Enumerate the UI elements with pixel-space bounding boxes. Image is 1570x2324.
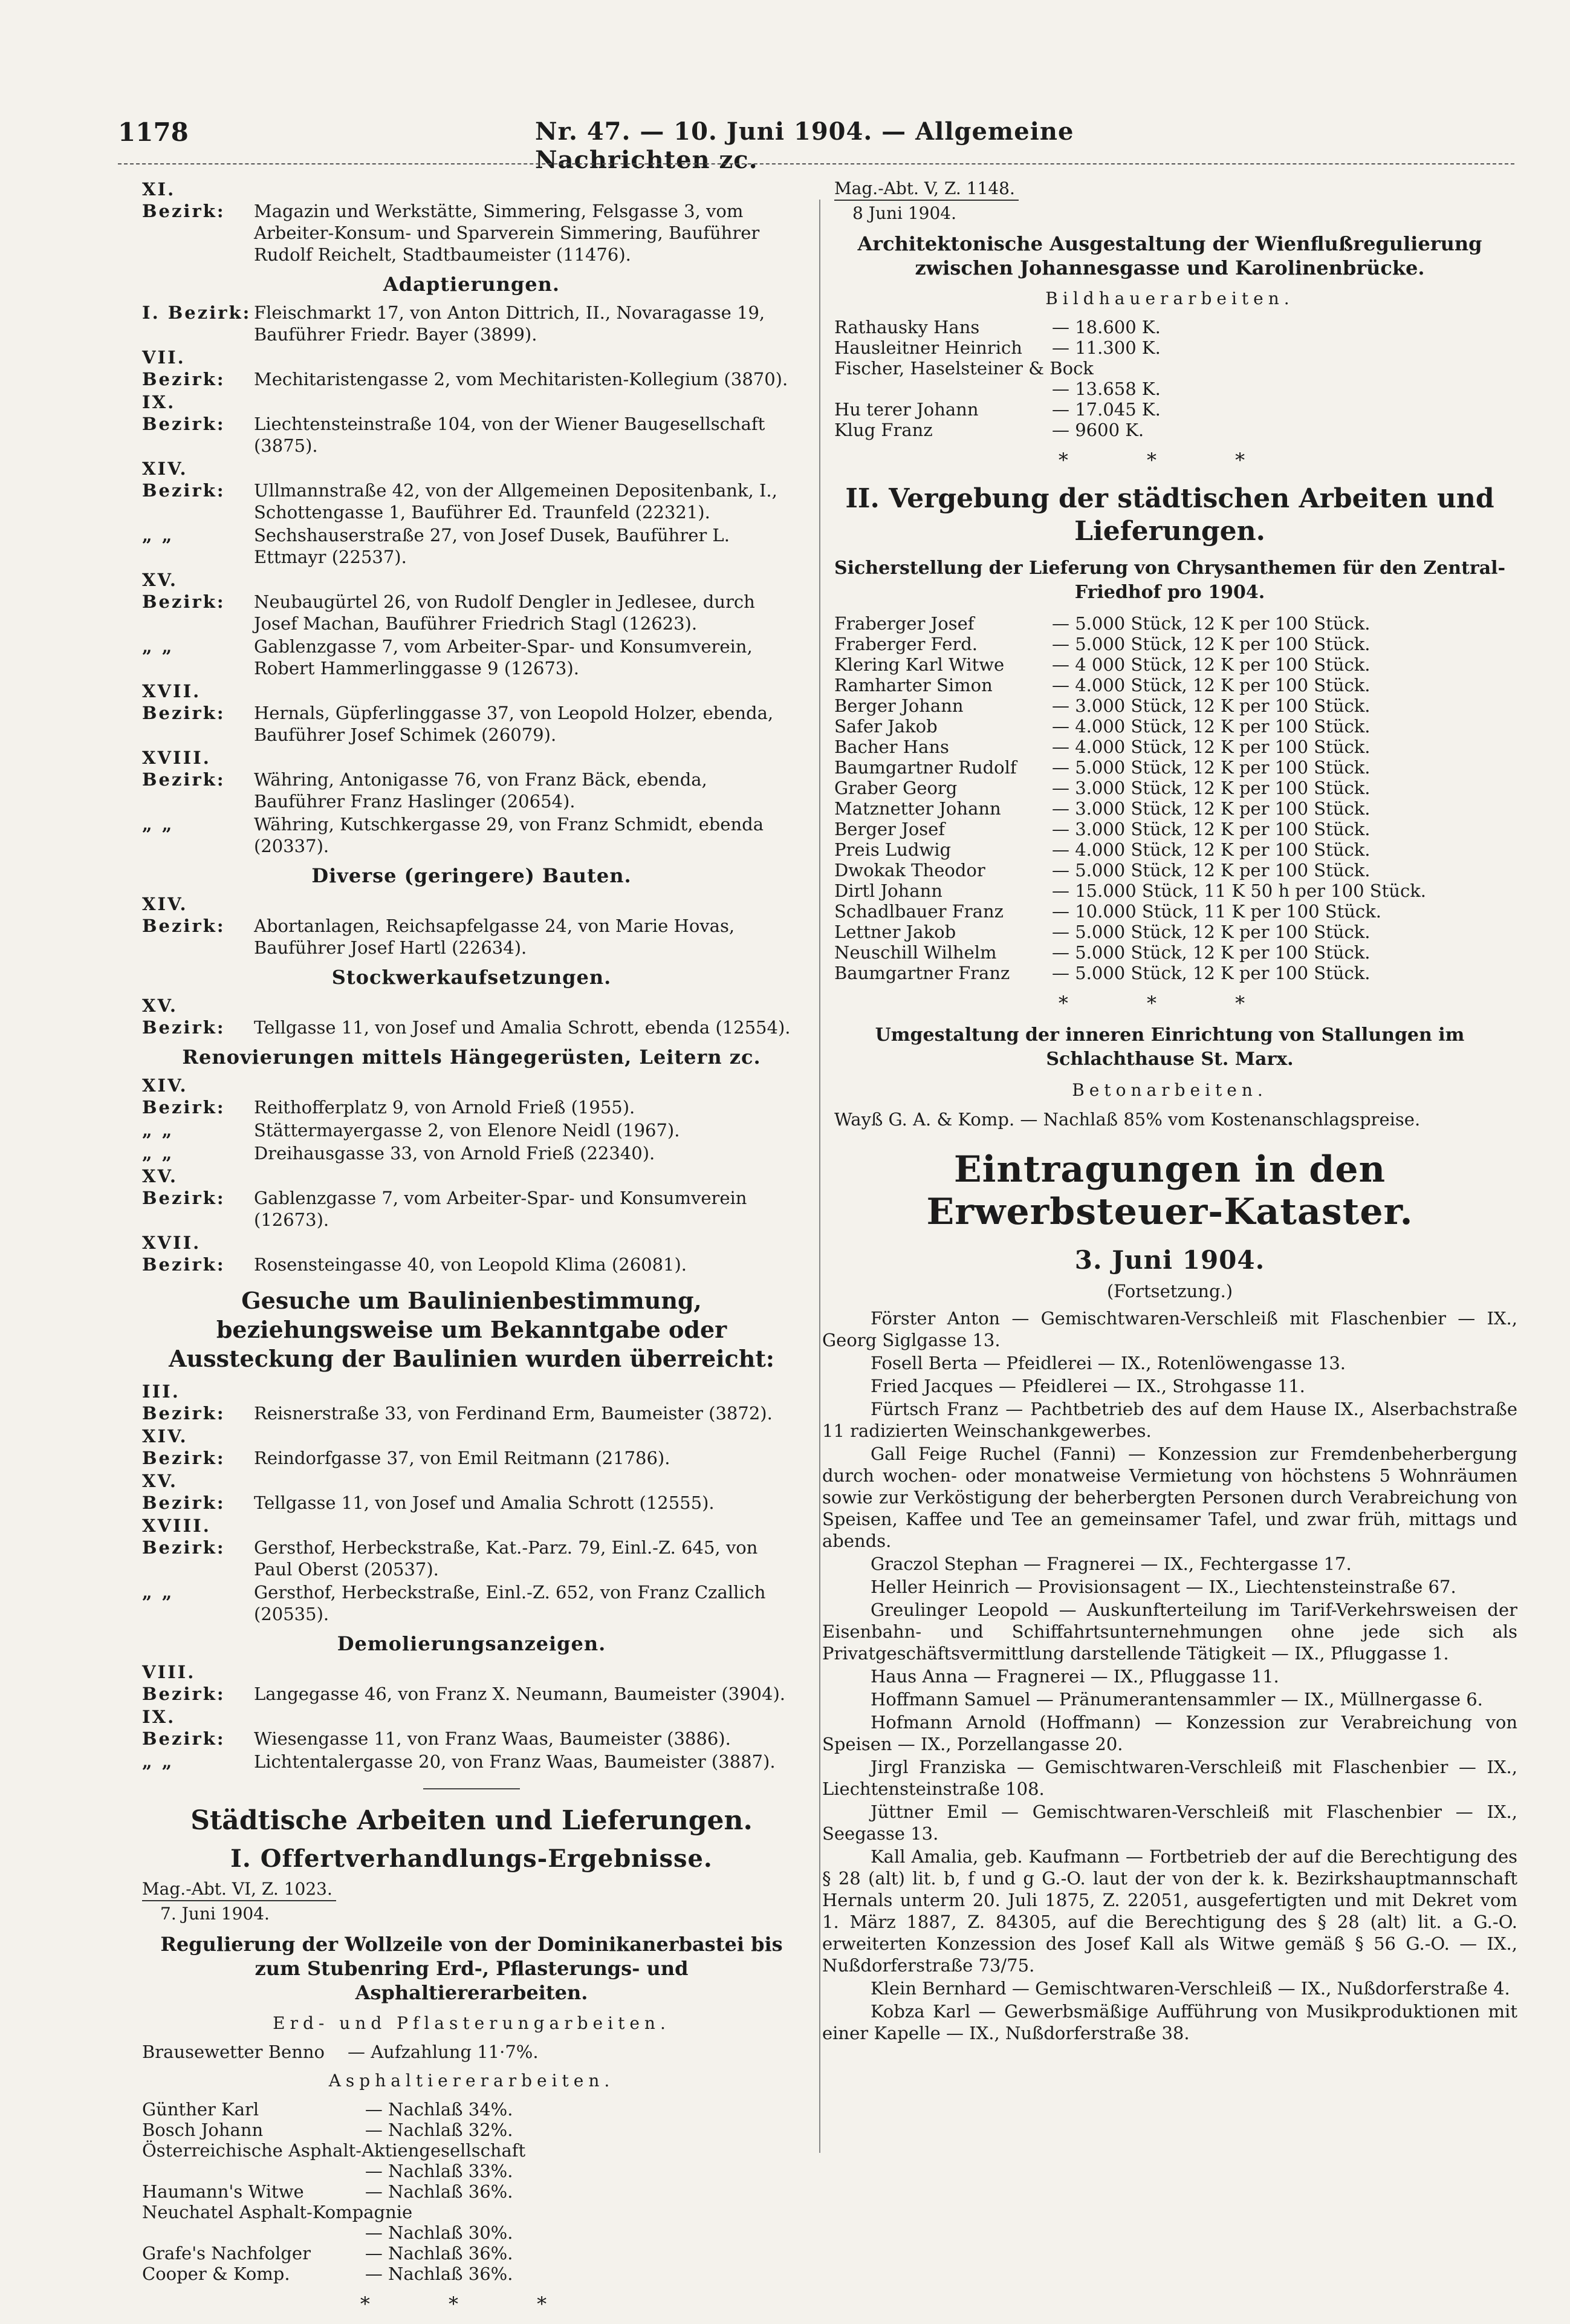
row-name: Neuchatel Asphalt-Kompagnie [142, 2202, 413, 2222]
entries-stockwerk [142, 995, 801, 1038]
bezirk-label: XV. Bezirk: [142, 1471, 225, 1513]
heading-chrysanthemen: Sicherstellung der Lieferung von Chrysanthemen für den Zentral-Friedhof pro 1904. [834, 558, 1506, 603]
register-entry: Kobza Karl — Gewerbsmäßige Aufführung von Musikproduktionen mit einer Kapelle — IX., Nußdorferstraße 38. [822, 2001, 1517, 2043]
row-name: Klering Karl Witwe [834, 654, 1005, 675]
page-header [118, 115, 1140, 174]
table-asphalt [142, 2099, 525, 2284]
mag-reference-right: Mag.-Abt. V, Z. 1148. [834, 178, 1019, 201]
bezirk-entry [142, 636, 801, 679]
bezirk-entry [142, 1470, 801, 1514]
row-value: — Nachlaß 36%. [365, 2181, 513, 2202]
row-value: — 13.658 K. [1052, 379, 1161, 399]
header-rule [118, 163, 1514, 164]
heading-demolierung: Demolierungsanzeigen. [337, 1632, 606, 1655]
bezirk-entry [142, 893, 801, 959]
row-value: — Nachlaß 33%. [365, 2161, 513, 2181]
register-entry: Hoffmann Samuel — Pränumerantensammler — IX., Müllnergasse 6. [871, 1689, 1483, 1710]
bezirk-entry [142, 524, 801, 568]
bezirk-label: XIV. Bezirk: [142, 1426, 225, 1468]
bezirk-entry [142, 1661, 801, 1705]
bezirk-label: XIV. Bezirk: [142, 458, 225, 501]
row-name: Rathausky Hans [834, 317, 980, 337]
eintragungen-list [822, 1307, 1517, 2044]
bezirk-text: Reisnerstraße 33, von Ferdinand Erm, Baumeister (3872). [254, 1403, 773, 1424]
row-value: — 18.600 K. [1052, 317, 1161, 337]
bezirk-entry [142, 1751, 801, 1772]
entries-diverse [142, 893, 801, 959]
row-value: — Nachlaß 32%. [365, 2120, 513, 2140]
table-row [142, 2161, 525, 2181]
bezirk-entry [142, 347, 801, 390]
stars-separator: * * * [360, 2293, 583, 2316]
stars-separator-1: * * * [1058, 449, 1282, 472]
register-entry: Fosell Berta — Pfeidlerei — IX., Rotenlöwengasse 13. [871, 1353, 1346, 1373]
register-entry: Haus Anna — Fragnerei — IX., Pfluggasse 11. [871, 1666, 1279, 1687]
register-entry: Graczol Stephan — Fragnerei — IX., Fechtergasse 17. [871, 1554, 1352, 1574]
row-name: Neuschill Wilhelm [834, 942, 997, 963]
table-row [834, 654, 1426, 675]
bezirk-text: Liechtensteinstraße 104, von der Wiener Baugesellschaft (3875). [254, 414, 765, 456]
row-value: — 4.000 Stück, 12 K per 100 Stück. [1052, 737, 1371, 757]
table-row [834, 379, 1161, 399]
bezirk-entry [142, 1075, 801, 1118]
table-chrysanthemen [834, 613, 1426, 983]
row-name: Ramharter Simon [834, 675, 993, 695]
bezirk-label: „ „ [142, 1120, 174, 1141]
register-entry: Klein Bernhard — Gemischtwaren-Verschleiß — IX., Nußdorferstraße 4. [871, 1978, 1510, 1999]
table-row [834, 819, 1426, 839]
bezirk-label: I. Bezirk: [142, 302, 251, 323]
heading-regulierung: Regulierung der Wollzeile von der Dominikanerbastei bis zum Stubenring Erd-, Pflasterungs- und Asphaltiererarbeiten. [160, 1933, 783, 2004]
entries-top [142, 178, 801, 265]
bezirk-label: III. Bezirk: [142, 1381, 225, 1424]
heading-bildhauer: Bildhauerarbeiten. [1045, 288, 1294, 308]
bezirk-entry [142, 1581, 801, 1625]
row-name: Haumann's Witwe [142, 2181, 304, 2202]
bezirk-entry [142, 995, 801, 1038]
row-value: — 4.000 Stück, 12 K per 100 Stück. [1052, 675, 1371, 695]
bezirk-label: XVIII. Bezirk: [142, 1515, 225, 1558]
bezirk-text: Fleischmarkt 17, von Anton Dittrich, II., Novaragasse 19, Bauführer Friedr. Bayer (3899). [254, 302, 765, 345]
table-row [834, 613, 1426, 634]
table-row [142, 2264, 525, 2284]
entries-adaptierungen [142, 302, 801, 857]
mag-date: 7. Juni 1904. [160, 1904, 270, 1924]
section-rule [423, 1788, 520, 1789]
bezirk-entry [142, 1119, 801, 1141]
register-entry: Jirgl Franziska — Gemischtwaren-Verschleiß mit Flaschenbier — IX., Liechtensteinstraße 108. [822, 1757, 1517, 1799]
bezirk-text: Abortanlagen, Reichsapfelgasse 24, von Marie Hovas, Bauführer Josef Hartl (22634). [254, 916, 735, 958]
row-value: — 3.000 Stück, 12 K per 100 Stück. [1052, 798, 1371, 819]
bezirk-text: Langegasse 46, von Franz X. Neumann, Baumeister (3904). [254, 1684, 785, 1704]
bezirk-entry [142, 458, 801, 523]
bezirk-entry [142, 1232, 801, 1275]
row-value: — 5.000 Stück, 12 K per 100 Stück. [1052, 922, 1371, 942]
bezirk-text: Gersthof, Herbeckstraße, Einl.-Z. 652, von Franz Czallich (20535). [254, 1582, 766, 1624]
bezirk-entry [142, 1142, 801, 1164]
register-entry: Förster Anton — Gemischtwaren-Verschleiß mit Flaschenbier — IX., Georg Siglgasse 13. [822, 1308, 1517, 1350]
table-row [142, 2140, 525, 2161]
mag-date-right: 8 Juni 1904. [852, 203, 957, 223]
register-entry: Heller Heinrich — Provisionsagent — IX., Liechtensteinstraße 67. [871, 1577, 1456, 1597]
bezirk-label: „ „ [142, 1751, 174, 1772]
row-name: Schadlbauer Franz [834, 901, 1004, 922]
row-value: — Nachlaß 30%. [365, 2222, 513, 2243]
register-entry: Greulinger Leopold — Auskunfterteilung im Tarif-Verkehrsweisen der Eisenbahn- und Schiffahrtsunternehmungen ohne jede sich als Privatgeschäftsvermittlung darstellende Tätigkeit — IX., Pfluggasse 1. [822, 1600, 1517, 1664]
bezirk-entry [142, 680, 801, 746]
row-name [142, 2161, 365, 2181]
table-erd [142, 2042, 539, 2062]
row-value: — Nachlaß 36%. [365, 2243, 513, 2264]
table-row [834, 757, 1426, 778]
table-bildhauer [834, 317, 1161, 440]
table-row [142, 2222, 525, 2243]
heading-offert: I. Offertverhandlungs-Ergebnisse. [230, 1844, 713, 1873]
heading-stockwerk: Stockwerkaufsetzungen. [331, 966, 612, 989]
heading-erd: Erd- und Pflasterungarbeiten. [273, 2013, 670, 2033]
bezirk-text: Gablenzgasse 7, vom Arbeiter-Spar- und Konsumverein (12673). [254, 1188, 747, 1230]
row-name: Brausewetter Benno [142, 2042, 325, 2062]
bezirk-entry [142, 1515, 801, 1580]
row-name: Günther Karl [142, 2099, 259, 2120]
table-row [834, 963, 1426, 983]
table-row [834, 634, 1426, 654]
register-entry: Hofmann Arnold (Hoffmann) — Konzession zur Verabreichung von Speisen — IX., Porzellangasse 20. [822, 1712, 1517, 1754]
bezirk-label: XIV. Bezirk: [142, 1075, 225, 1118]
row-name: Hu terer Johann [834, 399, 979, 420]
bezirk-label: IX. Bezirk: [142, 1707, 225, 1749]
bezirk-entry [142, 747, 801, 812]
register-entry: Fried Jacques — Pfeidlerei — IX., Strohgasse 11. [871, 1376, 1305, 1396]
table-row [834, 716, 1426, 737]
table-row [142, 2202, 525, 2222]
table-row [834, 420, 1161, 440]
row-name [834, 379, 1052, 399]
table-row [834, 337, 1161, 358]
bezirk-text: Reithofferplatz 9, von Arnold Frieß (1955). [254, 1097, 635, 1118]
bezirk-text: Währing, Kutschkergasse 29, von Franz Schmidt, ebenda (20337). [254, 814, 764, 856]
table-row [834, 695, 1426, 716]
entries-demolierung [142, 1661, 801, 1772]
row-name: Graber Georg [834, 778, 958, 798]
bezirk-entry [142, 1425, 801, 1469]
table-row [142, 2243, 525, 2264]
bezirk-text: Reindorfgasse 37, von Emil Reitmann (21786). [254, 1448, 670, 1468]
entries-gesuche [142, 1381, 801, 1625]
bezirk-label: XVIII. Bezirk: [142, 747, 225, 790]
row-value: — 10.000 Stück, 11 K per 100 Stück. [1052, 901, 1381, 922]
page-title: Nr. 47. — 10. Juni 1904. — Allgemeine Nachrichten zc. [535, 117, 1074, 174]
bezirk-text: Währing, Antonigasse 76, von Franz Bäck, ebenda, Bauführer Franz Haslinger (20654). [254, 769, 707, 812]
row-name: Preis Ludwig [834, 839, 952, 860]
row-name: Safer Jakob [834, 716, 938, 737]
row-value: — Nachlaß 34%. [365, 2099, 513, 2120]
bezirk-entry [142, 178, 801, 265]
row-value: — 3.000 Stück, 12 K per 100 Stück. [1052, 778, 1371, 798]
left-column [142, 178, 801, 2324]
row-name: Matznetter Johann [834, 798, 1001, 819]
bezirk-entry [142, 302, 801, 345]
row-value: — 17.045 K. [1052, 399, 1161, 420]
column-divider [819, 200, 820, 2153]
bezirk-entry [142, 1706, 801, 1750]
table-row [834, 901, 1426, 922]
row-name: Cooper & Komp. [142, 2264, 290, 2284]
heading-asphalt: Asphaltiererarbeiten. [328, 2071, 615, 2091]
table-row [142, 2120, 525, 2140]
table-row [834, 737, 1426, 757]
table-row [142, 2042, 539, 2062]
bezirk-text: Mechitaristengasse 2, vom Mechitaristen-Kollegium (3870). [254, 369, 788, 389]
register-entry: Fürtsch Franz — Pachtbetrieb des auf dem Hause IX., Alserbachstraße 11 radizierten Weinschankgewerbes. [822, 1399, 1517, 1441]
heading-adaptierungen: Adaptierungen. [383, 273, 560, 296]
register-entry: Kall Amalia, geb. Kaufmann — Fortbetrieb der auf die Berechtigung des § 28 (alt) lit. b, f und g G.-O. laut der von der k. k. Bezirkshauptmannschaft Hernals unterm 20. Juli 1875, Z. 22051, ausgefertigten und mit Dekret vom 1. März 1887, Z. 84305, auf die Berechtigung des § 28 (alt) lit. a G.-O. erweiterten Konzession des Josef Kall als Witwe gemäß § 56 G.-O. — IX., Nußdorferstraße 73/75. [822, 1846, 1517, 1976]
table-row [834, 399, 1161, 420]
bezirk-label: „ „ [142, 1143, 174, 1164]
bezirk-label: „ „ [142, 1582, 174, 1603]
table-row [834, 358, 1161, 379]
bezirk-entry [142, 1165, 801, 1231]
bezirk-text: Gablenzgasse 7, vom Arbeiter-Spar- und Konsumverein, Robert Hammerlinggasse 9 (12673). [254, 636, 753, 679]
entries-renovierungen [142, 1075, 801, 1275]
row-name: Lettner Jakob [834, 922, 956, 942]
row-value: — 9600 K. [1052, 420, 1144, 440]
row-name: Klug Franz [834, 420, 933, 440]
row-name: Berger Johann [834, 695, 964, 716]
row-name: Grafe's Nachfolger [142, 2243, 311, 2264]
register-entry: Gall Feige Ruchel (Fanni) — Konzession zur Fremdenbeherbergung durch wochen- oder monatweise Vermietung von höchstens 5 Wohnräumen sowie zur Verköstigung der beherbergten Personen durch Verabreichung von Speisen, Kaffee und Tee an gemeinsamer Tafel, und zwar früh, mittags und abends. [822, 1444, 1517, 1551]
row-value: — Aufzahlung 11·7%. [348, 2042, 539, 2062]
table-row [834, 942, 1426, 963]
bezirk-text: Ullmannstraße 42, von der Allgemeinen Depositenbank, I., Schottengasse 1, Bauführer Ed. Traunfeld (22321). [254, 480, 777, 522]
bezirk-entry [142, 1381, 801, 1424]
row-value: — Nachlaß 36%. [365, 2264, 513, 2284]
table-row [142, 2181, 525, 2202]
bezirk-text: Lichtentalergasse 20, von Franz Waas, Baumeister (3887). [254, 1751, 776, 1772]
row-name: Dirtl Johann [834, 880, 942, 901]
bezirk-text: Magazin und Werkstätte, Simmering, Felsgasse 3, vom Arbeiter-Konsum- und Sparverein Simmering, Bauführer Rudolf Reichelt, Stadtbaumeister (11476). [254, 201, 760, 265]
row-value: — 15.000 Stück, 11 K 50 h per 100 Stück. [1052, 880, 1426, 901]
row-value: — 4.000 Stück, 12 K per 100 Stück. [1052, 716, 1371, 737]
bezirk-label: XV. Bezirk: [142, 995, 225, 1038]
bezirk-entry [142, 813, 801, 857]
bezirk-text: Neubaugürtel 26, von Rudolf Dengler in Jedlesee, durch Josef Machan, Bauführer Friedrich Stagl (12623). [254, 591, 755, 634]
row-name: Berger Josef [834, 819, 946, 839]
bezirk-text: Rosensteingasse 40, von Leopold Klima (26081). [254, 1254, 687, 1275]
bezirk-text: Wiesengasse 11, von Franz Waas, Baumeister (3886). [254, 1728, 731, 1749]
bezirk-label: XV. Bezirk: [142, 570, 225, 612]
table-row [834, 317, 1161, 337]
table-row [142, 2099, 525, 2120]
row-name: Baumgartner Rudolf [834, 757, 1017, 778]
heading-renovierungen: Renovierungen mittels Hängegerüsten, Leitern zc. [182, 1046, 761, 1069]
right-column [822, 178, 1517, 2045]
bezirk-label: XI. Bezirk: [142, 179, 225, 221]
bezirk-label: XVII. Bezirk: [142, 1232, 225, 1275]
row-name: Fraberger Ferd. [834, 634, 978, 654]
row-value: — 5.000 Stück, 12 K per 100 Stück. [1052, 634, 1371, 654]
row-value: — 5.000 Stück, 12 K per 100 Stück. [1052, 860, 1371, 880]
page-number: 1178 [118, 117, 189, 147]
bezirk-text: Stättermayergasse 2, von Elenore Neidl (1967). [254, 1120, 680, 1141]
row-value: — 5.000 Stück, 12 K per 100 Stück. [1052, 942, 1371, 963]
fortsetzung: (Fortsetzung.) [1106, 1281, 1233, 1301]
table-row [834, 675, 1426, 695]
eintragungen-date: 3. Juni 1904. [1074, 1245, 1265, 1275]
table-row [834, 860, 1426, 880]
bezirk-text: Hernals, Güpferlinggasse 37, von Leopold Holzer, ebenda, Bauführer Josef Schimek (26079). [254, 703, 774, 745]
mag-reference: Mag.-Abt. VI, Z. 1023. [142, 1879, 336, 1901]
row-name: Dwokak Theodor [834, 860, 985, 880]
heading-umgestaltung: Umgestaltung der inneren Einrichtung von Stallungen im Schlachthause St. Marx. [875, 1024, 1465, 1070]
row-name: Österreichische Asphalt-Aktiengesellschaft [142, 2140, 526, 2161]
stars-separator-2: * * * [1058, 992, 1282, 1015]
heading-beton: Betonarbeiten. [1072, 1080, 1268, 1100]
bezirk-label: XIV. Bezirk: [142, 894, 225, 936]
table-row [834, 922, 1426, 942]
row-name: Hausleitner Heinrich [834, 337, 1022, 358]
row-name: Fraberger Josef [834, 613, 975, 634]
row-name: Bosch Johann [142, 2120, 264, 2140]
row-value: — 11.300 K. [1052, 337, 1161, 358]
register-entry: Jüttner Emil — Gemischtwaren-Verschleiß mit Flaschenbier — IX., Seegasse 13. [822, 1802, 1517, 1844]
row-name [142, 2222, 365, 2243]
heading-gesuche: Gesuche um Baulinienbestimmung, beziehungsweise um Bekanntgabe oder Aussteckung der Baulinien wurden überreicht: [169, 1287, 774, 1372]
row-value: — 3.000 Stück, 12 K per 100 Stück. [1052, 819, 1371, 839]
row-value: — 5.000 Stück, 12 K per 100 Stück. [1052, 613, 1371, 634]
bezirk-text: Gersthof, Herbeckstraße, Kat.-Parz. 79, Einl.-Z. 645, von Paul Oberst (20537). [254, 1537, 758, 1580]
bezirk-text: Tellgasse 11, von Josef und Amalia Schrott (12555). [254, 1492, 715, 1513]
bezirk-label: XV. Bezirk: [142, 1166, 225, 1208]
bezirk-label: XVII. Bezirk: [142, 681, 225, 723]
heading-eintragungen: Eintragungen in den Erwerbsteuer-Kataster. [926, 1148, 1413, 1233]
table-row [834, 798, 1426, 819]
table-row [834, 880, 1426, 901]
bezirk-label: VIII. Bezirk: [142, 1662, 225, 1704]
heading-diverse: Diverse (geringere) Bauten. [311, 864, 632, 887]
row-value: — 4 000 Stück, 12 K per 100 Stück. [1052, 654, 1371, 675]
table-row [834, 839, 1426, 860]
row-name: Baumgartner Franz [834, 963, 1010, 983]
bezirk-text: Tellgasse 11, von Josef und Amalia Schrott, ebenda (12554). [254, 1017, 791, 1038]
table-row [834, 778, 1426, 798]
bezirk-entry [142, 569, 801, 634]
row-value: — 4.000 Stück, 12 K per 100 Stück. [1052, 839, 1371, 860]
bezirk-label: „ „ [142, 814, 174, 835]
bezirk-entry [142, 391, 801, 457]
heading-staedtische: Städtische Arbeiten und Lieferungen. [190, 1805, 753, 1836]
bezirk-label: „ „ [142, 525, 174, 545]
row-name: Bacher Hans [834, 737, 949, 757]
bezirk-label: VII. Bezirk: [142, 347, 225, 389]
bezirk-text: Sechshauserstraße 27, von Josef Dusek, Bauführer L. Ettmayr (22537). [254, 525, 730, 567]
bezirk-label: IX. Bezirk: [142, 392, 225, 434]
row-value: — 5.000 Stück, 12 K per 100 Stück. [1052, 757, 1371, 778]
heading-architektonisch: Architektonische Ausgestaltung der Wienflußregulierung zwischen Johannesgasse und Karolinenbrücke. [857, 232, 1482, 279]
row-value: — 3.000 Stück, 12 K per 100 Stück. [1052, 695, 1371, 716]
bezirk-text: Dreihausgasse 33, von Arnold Frieß (22340). [254, 1143, 655, 1164]
bezirk-label: „ „ [142, 636, 174, 657]
heading-vergebung: II. Vergebung der städtischen Arbeiten und Lieferungen. [845, 483, 1494, 547]
row-value: — 5.000 Stück, 12 K per 100 Stück. [1052, 963, 1371, 983]
row-name: Fischer, Haselsteiner & Bock [834, 358, 1094, 379]
beton-result: Wayß G. A. & Komp. — Nachlaß 85% vom Kostenanschlagspreise. [834, 1109, 1421, 1130]
